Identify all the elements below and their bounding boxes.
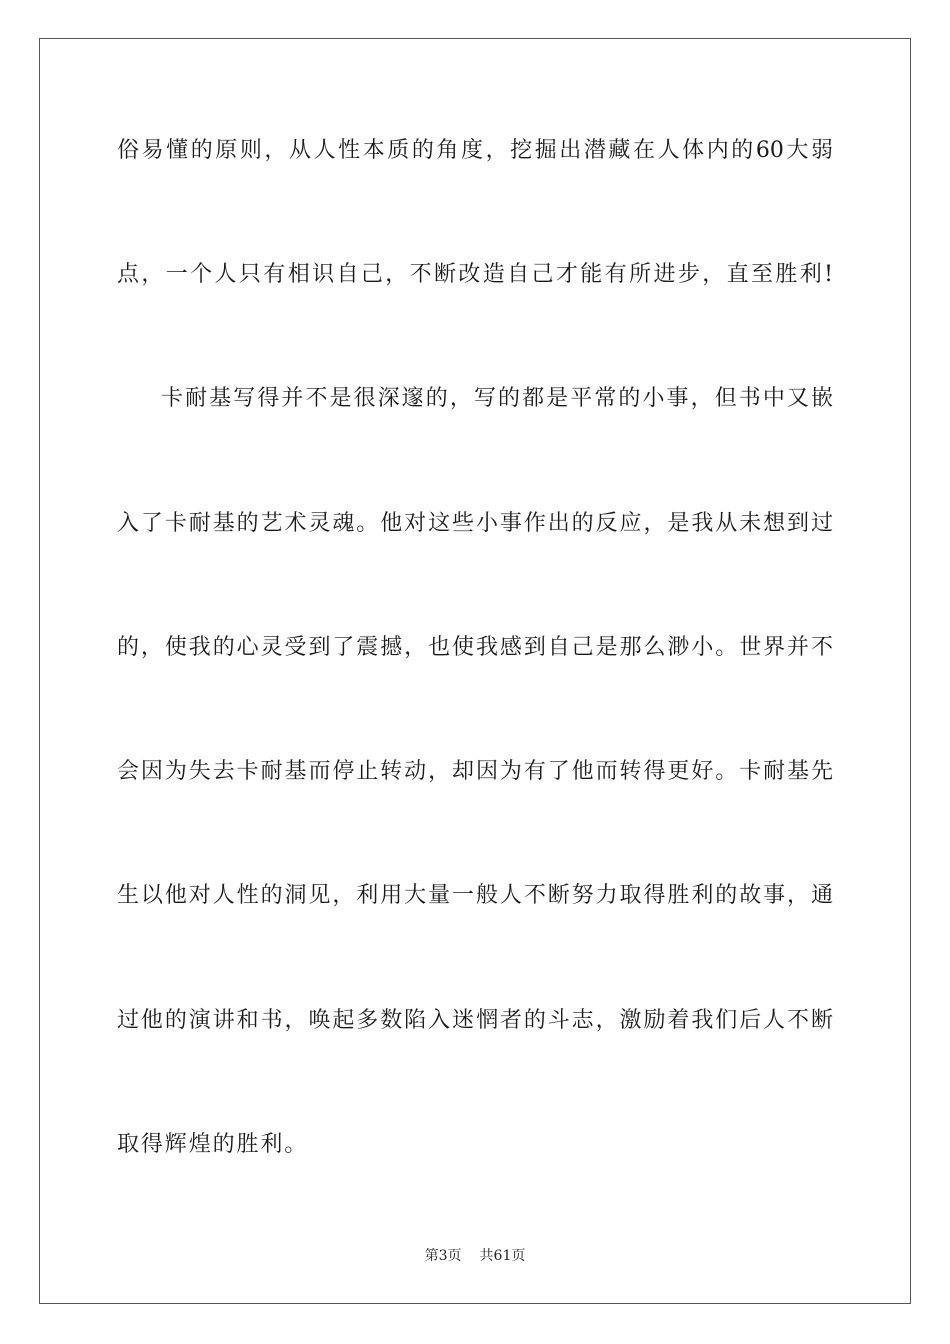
text-line-9: 取得辉煌的胜利。 (117, 1132, 309, 1157)
total-pages: 共61页 (479, 1248, 526, 1264)
page-frame (39, 38, 911, 1304)
text-line-3: 卡耐基写得并不是很深邃的，写的都是平常的小事，但书中又嵌 (161, 386, 833, 411)
text-line-5: 的，使我的心灵受到了震撼，也使我感到自己是那么渺小。世界并不 (117, 635, 833, 660)
text-line-2: 点，一个人只有相识自己，不断改造自己才能有所进步，直至胜利! (117, 262, 833, 287)
text-line-6: 会因为失去卡耐基而停止转动，却因为有了他而转得更好。卡耐基先 (117, 759, 833, 784)
text-line-4: 入了卡耐基的艺术灵魂。他对这些小事作出的反应，是我从未想到过 (117, 511, 833, 536)
page-number: 第3页 (424, 1248, 462, 1264)
text-line-7: 生以他对人性的洞见，利用大量一般人不断努力取得胜利的故事，通 (117, 883, 833, 908)
text-line-8: 过他的演讲和书，唤起多数陷入迷惘者的斗志，激励着我们后人不断 (117, 1008, 833, 1033)
text-line-1: 俗易懂的原则，从人性本质的角度，挖掘出潜藏在人体内的60大弱 (117, 138, 833, 163)
page-footer (0, 1246, 950, 1266)
